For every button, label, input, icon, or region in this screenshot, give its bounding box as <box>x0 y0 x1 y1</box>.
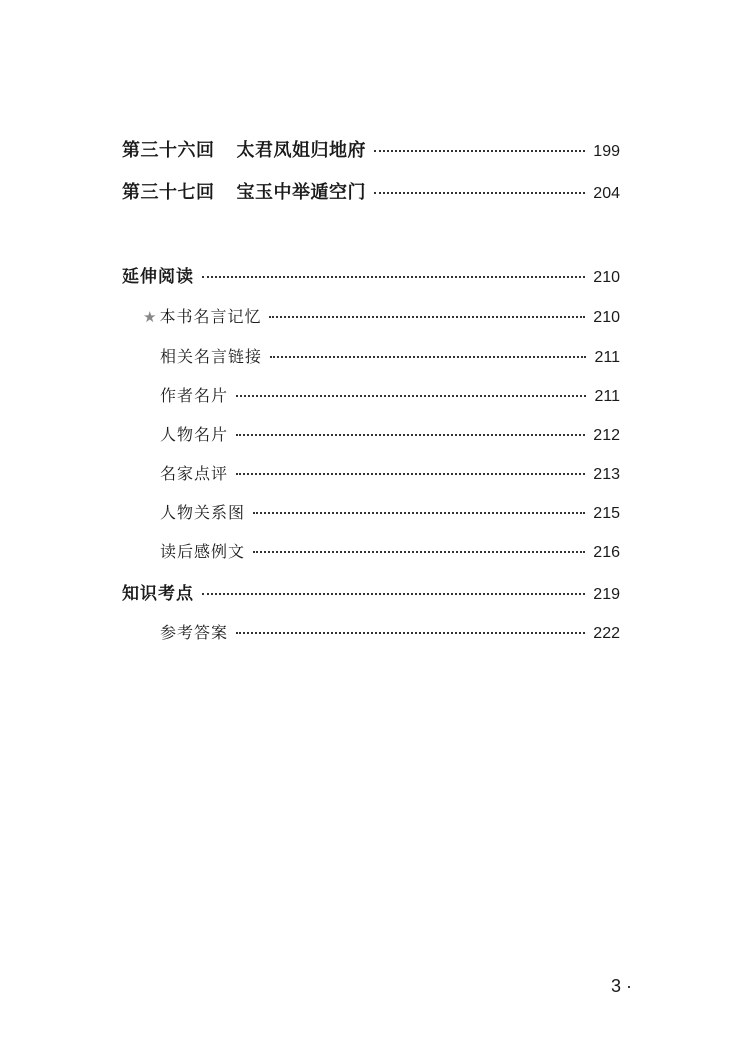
item-label: 名家点评 <box>160 464 229 483</box>
page-ref: 204 <box>593 185 620 202</box>
dot-leader <box>374 150 585 152</box>
page-ref: 216 <box>593 544 620 561</box>
page-ref: 215 <box>593 505 620 522</box>
toc-item-author-card[interactable] <box>160 383 620 406</box>
item-label: 本书名言记忆 <box>159 307 262 326</box>
item-label: 相关名言链接 <box>160 347 263 366</box>
toc-item-expert-review[interactable] <box>160 461 620 484</box>
dot-leader <box>270 356 586 358</box>
toc-item-sample-essay[interactable] <box>160 539 620 562</box>
toc-entry-label <box>122 178 366 204</box>
toc-entry-label <box>122 136 366 162</box>
item-label: 人物关系图 <box>160 503 246 522</box>
dot-leader <box>269 316 585 318</box>
page-ref: 222 <box>593 625 620 642</box>
page-ref: 219 <box>593 586 620 603</box>
chapter-number: 第三十六回 <box>122 140 215 161</box>
item-label: 作者名片 <box>160 386 229 405</box>
section-label: 知识考点 <box>122 584 194 604</box>
dot-leader <box>253 551 585 553</box>
page-ref: 213 <box>593 466 620 483</box>
page-number: 3 · <box>610 976 632 996</box>
star-icon: ★ <box>143 308 158 326</box>
item-label: 读后感例文 <box>160 542 246 561</box>
page-ref: 211 <box>594 388 620 405</box>
item-label: 人物名片 <box>160 425 229 444</box>
toc-item-character-card[interactable] <box>160 422 620 445</box>
toc-entry-label <box>143 304 261 327</box>
toc-chapter-37[interactable] <box>122 178 620 204</box>
dot-leader <box>202 276 585 278</box>
dot-leader <box>236 395 586 397</box>
chapter-number: 第三十七回 <box>122 182 215 203</box>
toc-item-related-quotes[interactable] <box>160 344 620 367</box>
dot-leader <box>374 192 585 194</box>
page-ref: 199 <box>593 143 620 160</box>
dot-leader <box>253 512 585 514</box>
page-ref: 210 <box>593 309 620 326</box>
chapter-title: 宝玉中举遁空门 <box>236 182 366 203</box>
dot-leader <box>236 473 585 475</box>
dot-leader <box>236 434 585 436</box>
dot-leader <box>236 632 585 634</box>
item-label: 参考答案 <box>160 623 229 642</box>
toc-item-answers[interactable] <box>160 620 620 643</box>
section-label: 延伸阅读 <box>122 267 194 287</box>
toc-item-quotes-memory[interactable] <box>143 304 620 327</box>
page-ref: 211 <box>594 349 620 366</box>
page-ref: 210 <box>593 269 620 286</box>
toc-item-relationship-chart[interactable] <box>160 500 620 523</box>
page-ref: 212 <box>593 427 620 444</box>
chapter-title: 太君凤姐归地府 <box>236 140 366 161</box>
toc-section-knowledge-points[interactable] <box>122 579 620 604</box>
toc-chapter-36[interactable] <box>122 136 620 162</box>
toc-section-extended-reading[interactable] <box>122 262 620 287</box>
dot-leader <box>202 593 585 595</box>
